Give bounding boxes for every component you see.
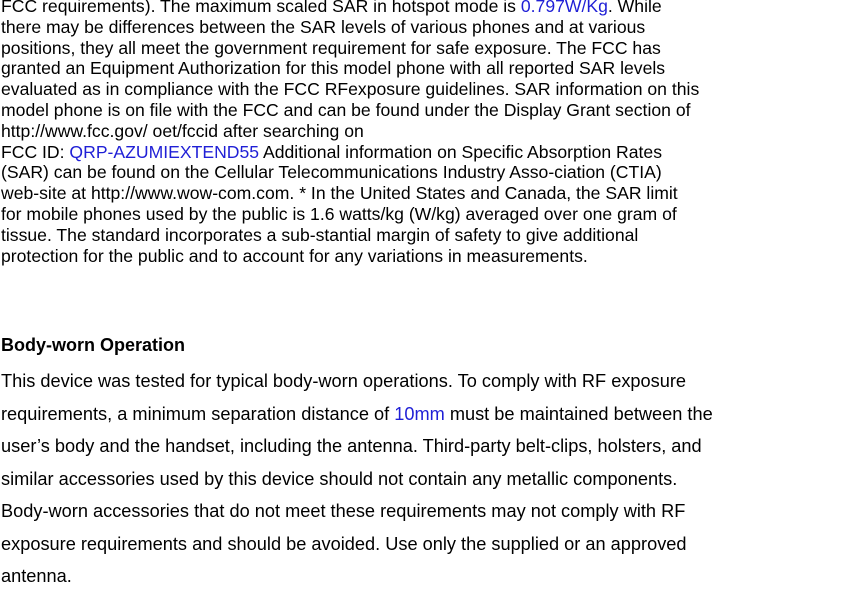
text-line: for mobile phones used by the public is 1.6 watts/kg (W/kg) averaged over one gram of xyxy=(1,203,677,224)
text-segment: FCC ID: xyxy=(1,141,70,162)
text-line xyxy=(1,398,863,431)
text-line: web-site at http://www.wow-com.com. * In the United States and Canada, the SAR limit xyxy=(1,183,678,204)
text-line: positions, they all meet the government requirement for safe exposure. The FCC has xyxy=(1,37,661,58)
sar-info-paragraph xyxy=(1,0,863,266)
fcc-id-value: QRP-AZUMIEXTEND55 xyxy=(69,141,260,162)
text-line: model phone is on file with the FCC and can be found under the Display Grant section of xyxy=(1,99,691,120)
text-line: This device was tested for typical body-worn operations. To comply with RF exposure xyxy=(1,371,687,391)
text-segment: must be maintained between the xyxy=(444,403,713,424)
text-segment: . While xyxy=(607,0,662,16)
text-line: (SAR) can be found on the Cellular Telecommunications Industry Asso-ciation (CTIA) xyxy=(1,162,662,183)
text-line: similar accessories used by this device should not contain any metallic components. xyxy=(1,468,678,489)
section-heading: Body-worn Operation xyxy=(1,335,185,355)
text-segment: Additional information on Specific Absorption Rates xyxy=(259,141,663,162)
text-line xyxy=(1,142,863,163)
body-worn-paragraph xyxy=(1,365,863,593)
text-line: antenna. xyxy=(1,566,72,586)
text-line: exposure requirements and should be avoided. Use only the supplied or an approved xyxy=(1,533,687,554)
hotspot-sar-value: 0.797W/Kg xyxy=(520,0,608,16)
text-line: protection for the public and to account for any variations in measurements. xyxy=(1,245,588,266)
text-segment: requirements, a minimum separation distance of xyxy=(1,403,395,424)
text-segment: FCC requirements). The maximum scaled SAR in hotspot mode is xyxy=(1,0,521,16)
text-line: granted an Equipment Authorization for this model phone with all reported SAR levels xyxy=(1,58,666,79)
text-line: there may be differences between the SAR levels of various phones and at various xyxy=(1,16,646,37)
text-line: user’s body and the handset, including the antenna. Third-party belt-clips, holsters, and xyxy=(1,436,702,456)
text-line: evaluated as in compliance with the FCC RFexposure guidelines. SAR information on this xyxy=(1,79,700,100)
text-line: Body-worn accessories that do not meet these requirements may not comply with RF xyxy=(1,501,686,521)
text-line: tissue. The standard incorporates a sub-stantial margin of safety to give additional xyxy=(1,224,639,245)
text-line xyxy=(1,0,863,17)
separation-distance-value: 10mm xyxy=(394,403,445,424)
text-line: http://www.fcc.gov/ oet/fccid after searching on xyxy=(1,120,364,141)
